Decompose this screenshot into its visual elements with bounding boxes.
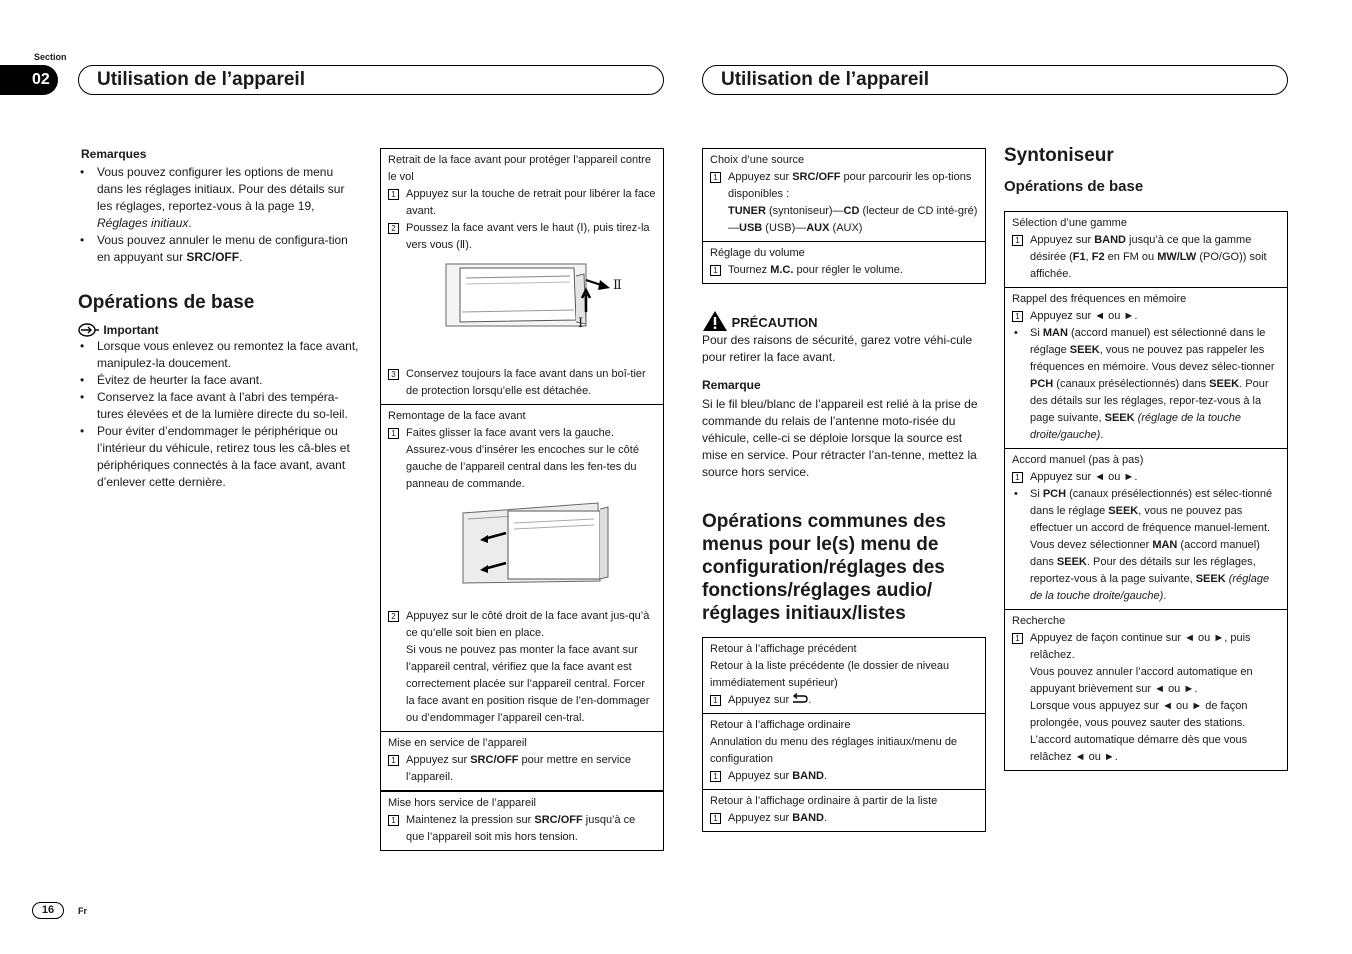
remarks-item: • Vous pouvez annuler le menu de configura-tion en appuyant sur SRC/OFF. bbox=[78, 232, 360, 266]
direction-label-2: Ⅱ bbox=[613, 277, 622, 292]
volume-title: Réglage du volume bbox=[710, 247, 805, 259]
power-off-cell bbox=[381, 791, 663, 850]
front-panel-reattach-diagram bbox=[388, 493, 656, 608]
important-item: • Conservez la face avant à l’abri des tempéra-tures élevées et de la lumière directe du so-leil. bbox=[78, 389, 360, 423]
reattach-step: 1 Faites glisser la face avant vers la gauche. Assurez-vous d’insérer les encoches sur le côté gauche de l’appareil central dans les fen-tes du panneau de commande. bbox=[388, 425, 656, 493]
prev-display-title: Retour à l’affichage précédent bbox=[710, 643, 857, 655]
tuner-operations-heading: Opérations de base bbox=[1004, 178, 1144, 195]
removal-step: 3 Conservez toujours la face avant dans un boî-tier de protection lorsqu’elle est détachée. bbox=[388, 366, 656, 400]
menu-ops-box bbox=[702, 637, 986, 832]
caution-text: Pour des raisons de sécurité, garez votre véhi-cule pour retirer la face avant. bbox=[702, 333, 973, 364]
reattach-illustration bbox=[388, 493, 656, 608]
back-icon bbox=[792, 693, 808, 704]
source-title: Choix d’une source bbox=[710, 154, 805, 166]
volume-step: 1 Tournez M.C. pour régler le volume. bbox=[710, 262, 978, 279]
manual-step: 1 Appuyez sur ◄ ou ►. bbox=[1012, 469, 1280, 486]
section-number-tab: 02 bbox=[0, 65, 58, 95]
preset-step: 1 Appuyez sur ◄ ou ►. bbox=[1012, 308, 1280, 325]
important-item: • Évitez de heurter la face avant. bbox=[78, 372, 360, 389]
seek-step: 1 Appuyez de façon continue sur ◄ ou ►, puis relâchez. bbox=[1012, 630, 1280, 664]
power-off-title: Mise hors service de l’appareil bbox=[388, 797, 536, 809]
source-step: 1 Appuyez sur SRC/OFF pour parcourir les op-tions disponibles : bbox=[710, 169, 978, 203]
volume-cell bbox=[703, 242, 985, 283]
reattach-title: Remontage de la face avant bbox=[388, 410, 526, 422]
important-item: • Lorsque vous enlevez ou remontez la face avant, manipulez-la doucement. bbox=[78, 338, 360, 372]
band-step: 1 Appuyez sur BAND jusqu’à ce que la gamme désirée (F1, F2 en FM ou MW/LW (PO/GO)) soit affichée. bbox=[1012, 232, 1280, 283]
manual-title: Accord manuel (pas à pas) bbox=[1012, 454, 1144, 466]
remark-text: Si le fil bleu/blanc de l’appareil est relié à la prise de commande du relais de l’antenne moto-risée du véhicule, celle-ci se déploie lorsque la source est mise en service. Pour rétracter l’an-tenne, mettez la source hors service. bbox=[702, 397, 978, 479]
language-label: Fr bbox=[78, 906, 87, 916]
front-panel-removal-diagram bbox=[388, 254, 656, 366]
power-off-step: 1 Maintenez la pression sur SRC/OFF jusqu’à ce que l’appareil soit mis hors tension. bbox=[388, 812, 656, 846]
power-on-title: Mise en service de l’appareil bbox=[388, 737, 527, 749]
ordinary-display-sub: Annulation du menu des réglages initiaux/menu de configuration bbox=[710, 736, 958, 765]
removal-title: Retrait de la face avant pour protéger l’appareil contre le vol bbox=[388, 154, 651, 183]
source-list: TUNER (syntoniseur)—CD (lecteur de CD inté-gré)—USB (USB)—AUX (AUX) bbox=[728, 205, 978, 234]
band-cell bbox=[1005, 212, 1287, 288]
removal-step: 2 Poussez la face avant vers le haut (Ⅰ), puis tirez-la vers vous (Ⅱ). bbox=[388, 220, 656, 254]
remark-heading: Remarque bbox=[702, 378, 761, 392]
direction-label-1: Ⅰ bbox=[578, 315, 584, 330]
column-1 bbox=[78, 146, 360, 491]
preset-title: Rappel des fréquences en mémoire bbox=[1012, 293, 1187, 305]
section-label: Section bbox=[34, 52, 67, 62]
reattach-note: Si vous ne pouvez pas monter la face avant sur l’appareil central, vérifiez que la face avant est correctement placée sur l’appareil central. Forcer la face avant en position risque de l’en-dommager ou d’endommager l’appareil cen-tral. bbox=[406, 644, 650, 724]
preset-cell bbox=[1005, 288, 1287, 449]
ordinary-list-step: 1 Appuyez sur BAND. bbox=[710, 810, 978, 827]
power-on-cell bbox=[381, 732, 663, 791]
important-label-row: Important bbox=[78, 322, 360, 338]
remarks-item: • Vous pouvez configurer les options de menu dans les réglages initiaux. Pour des détails sur les réglages, reportez-vous à la page 19, Réglages initiaux. bbox=[78, 164, 360, 232]
menu-operations-heading: Opérations communes des menus pour le(s) menu de configuration/réglages des fonctions/réglages audio/ réglages initiaux/listes bbox=[702, 511, 946, 624]
important-icon bbox=[78, 323, 100, 337]
ordinary-display-title: Retour à l’affichage ordinaire bbox=[710, 719, 851, 731]
important-item: • Pour éviter d’endommager le périphérique ou l’intérieur du véhicule, retirez tous les câ-bles et périphériques connectés à la face avant, avant d’enlever cette dernière. bbox=[78, 423, 360, 491]
ordinary-display-step: 1 Appuyez sur BAND. bbox=[710, 768, 978, 785]
removal-step: 1 Appuyez sur la touche de retrait pour libérer la face avant. bbox=[388, 186, 656, 220]
operations-heading: Opérations de base bbox=[78, 292, 255, 313]
caution-heading-row: PRÉCAUTION bbox=[702, 310, 986, 332]
manual-note: • Si PCH (canaux présélectionnés) est sélec-tionné dans le réglage SEEK, vous ne pouvez pas effectuer un accord de fréquence manuel-lement. Vous devez sélectionner MAN (accord manuel) dans SEEK. Pour des détails sur les réglages, reportez-vous à la page suivante, SEEK (réglage de la touche droite/gauche). bbox=[1012, 486, 1280, 605]
caution-section bbox=[702, 310, 986, 481]
reattach-cell bbox=[381, 405, 663, 732]
page-number: 16 bbox=[32, 902, 64, 919]
source-volume-box bbox=[702, 148, 986, 284]
seek-title: Recherche bbox=[1012, 615, 1066, 627]
seek-note: Vous pouvez annuler l’accord automatique en appuyant brièvement sur ◄ ou ►. bbox=[1030, 666, 1253, 695]
prev-display-sub: Retour à la liste précédente (le dossier de niveau immédiatement supérieur) bbox=[710, 660, 950, 689]
tuner-box bbox=[1004, 211, 1288, 771]
prev-display-cell bbox=[703, 638, 985, 714]
page-title-right: Utilisation de l’appareil bbox=[702, 65, 1288, 95]
removal-illustration bbox=[388, 254, 656, 366]
remarks-heading: Remarques bbox=[81, 147, 147, 161]
band-title: Sélection d’une gamme bbox=[1012, 217, 1127, 229]
warning-icon bbox=[702, 310, 728, 332]
source-cell bbox=[703, 149, 985, 242]
front-panel-box bbox=[380, 148, 664, 851]
tuner-heading: Syntoniseur bbox=[1004, 145, 1114, 166]
prev-display-step: 1 Appuyez sur . bbox=[710, 692, 978, 709]
seek-note: Lorsque vous appuyez sur ◄ ou ► de façon prolongée, vous pouvez sauter des stations. L’accord automatique démarre dès que vous relâchez ◄ ou ►. bbox=[1030, 700, 1248, 763]
ordinary-display-cell bbox=[703, 714, 985, 790]
page-title-left: Utilisation de l’appareil bbox=[78, 65, 664, 95]
reattach-step: 2 Appuyez sur le côté droit de la face avant jus-qu’à ce qu’elle soit bien en place. bbox=[388, 608, 656, 642]
preset-note: • Si MAN (accord manuel) est sélectionné dans le réglage SEEK, vous ne pouvez pas rappeler les fréquences en mémoire. Vous devez sélec-tionner PCH (canaux présélectionnés) dans SEEK. Pour des détails sur les réglages, repor-tez-vous à la page suivante, SEEK (réglage de la touche droite/gauche). bbox=[1012, 325, 1280, 444]
ordinary-list-title: Retour à l’affichage ordinaire à partir de la liste bbox=[710, 795, 938, 807]
ordinary-list-cell bbox=[703, 790, 985, 831]
seek-cell bbox=[1005, 610, 1287, 770]
manual-cell bbox=[1005, 449, 1287, 610]
removal-cell bbox=[381, 149, 663, 405]
power-on-step: 1 Appuyez sur SRC/OFF pour mettre en service l’appareil. bbox=[388, 752, 656, 786]
